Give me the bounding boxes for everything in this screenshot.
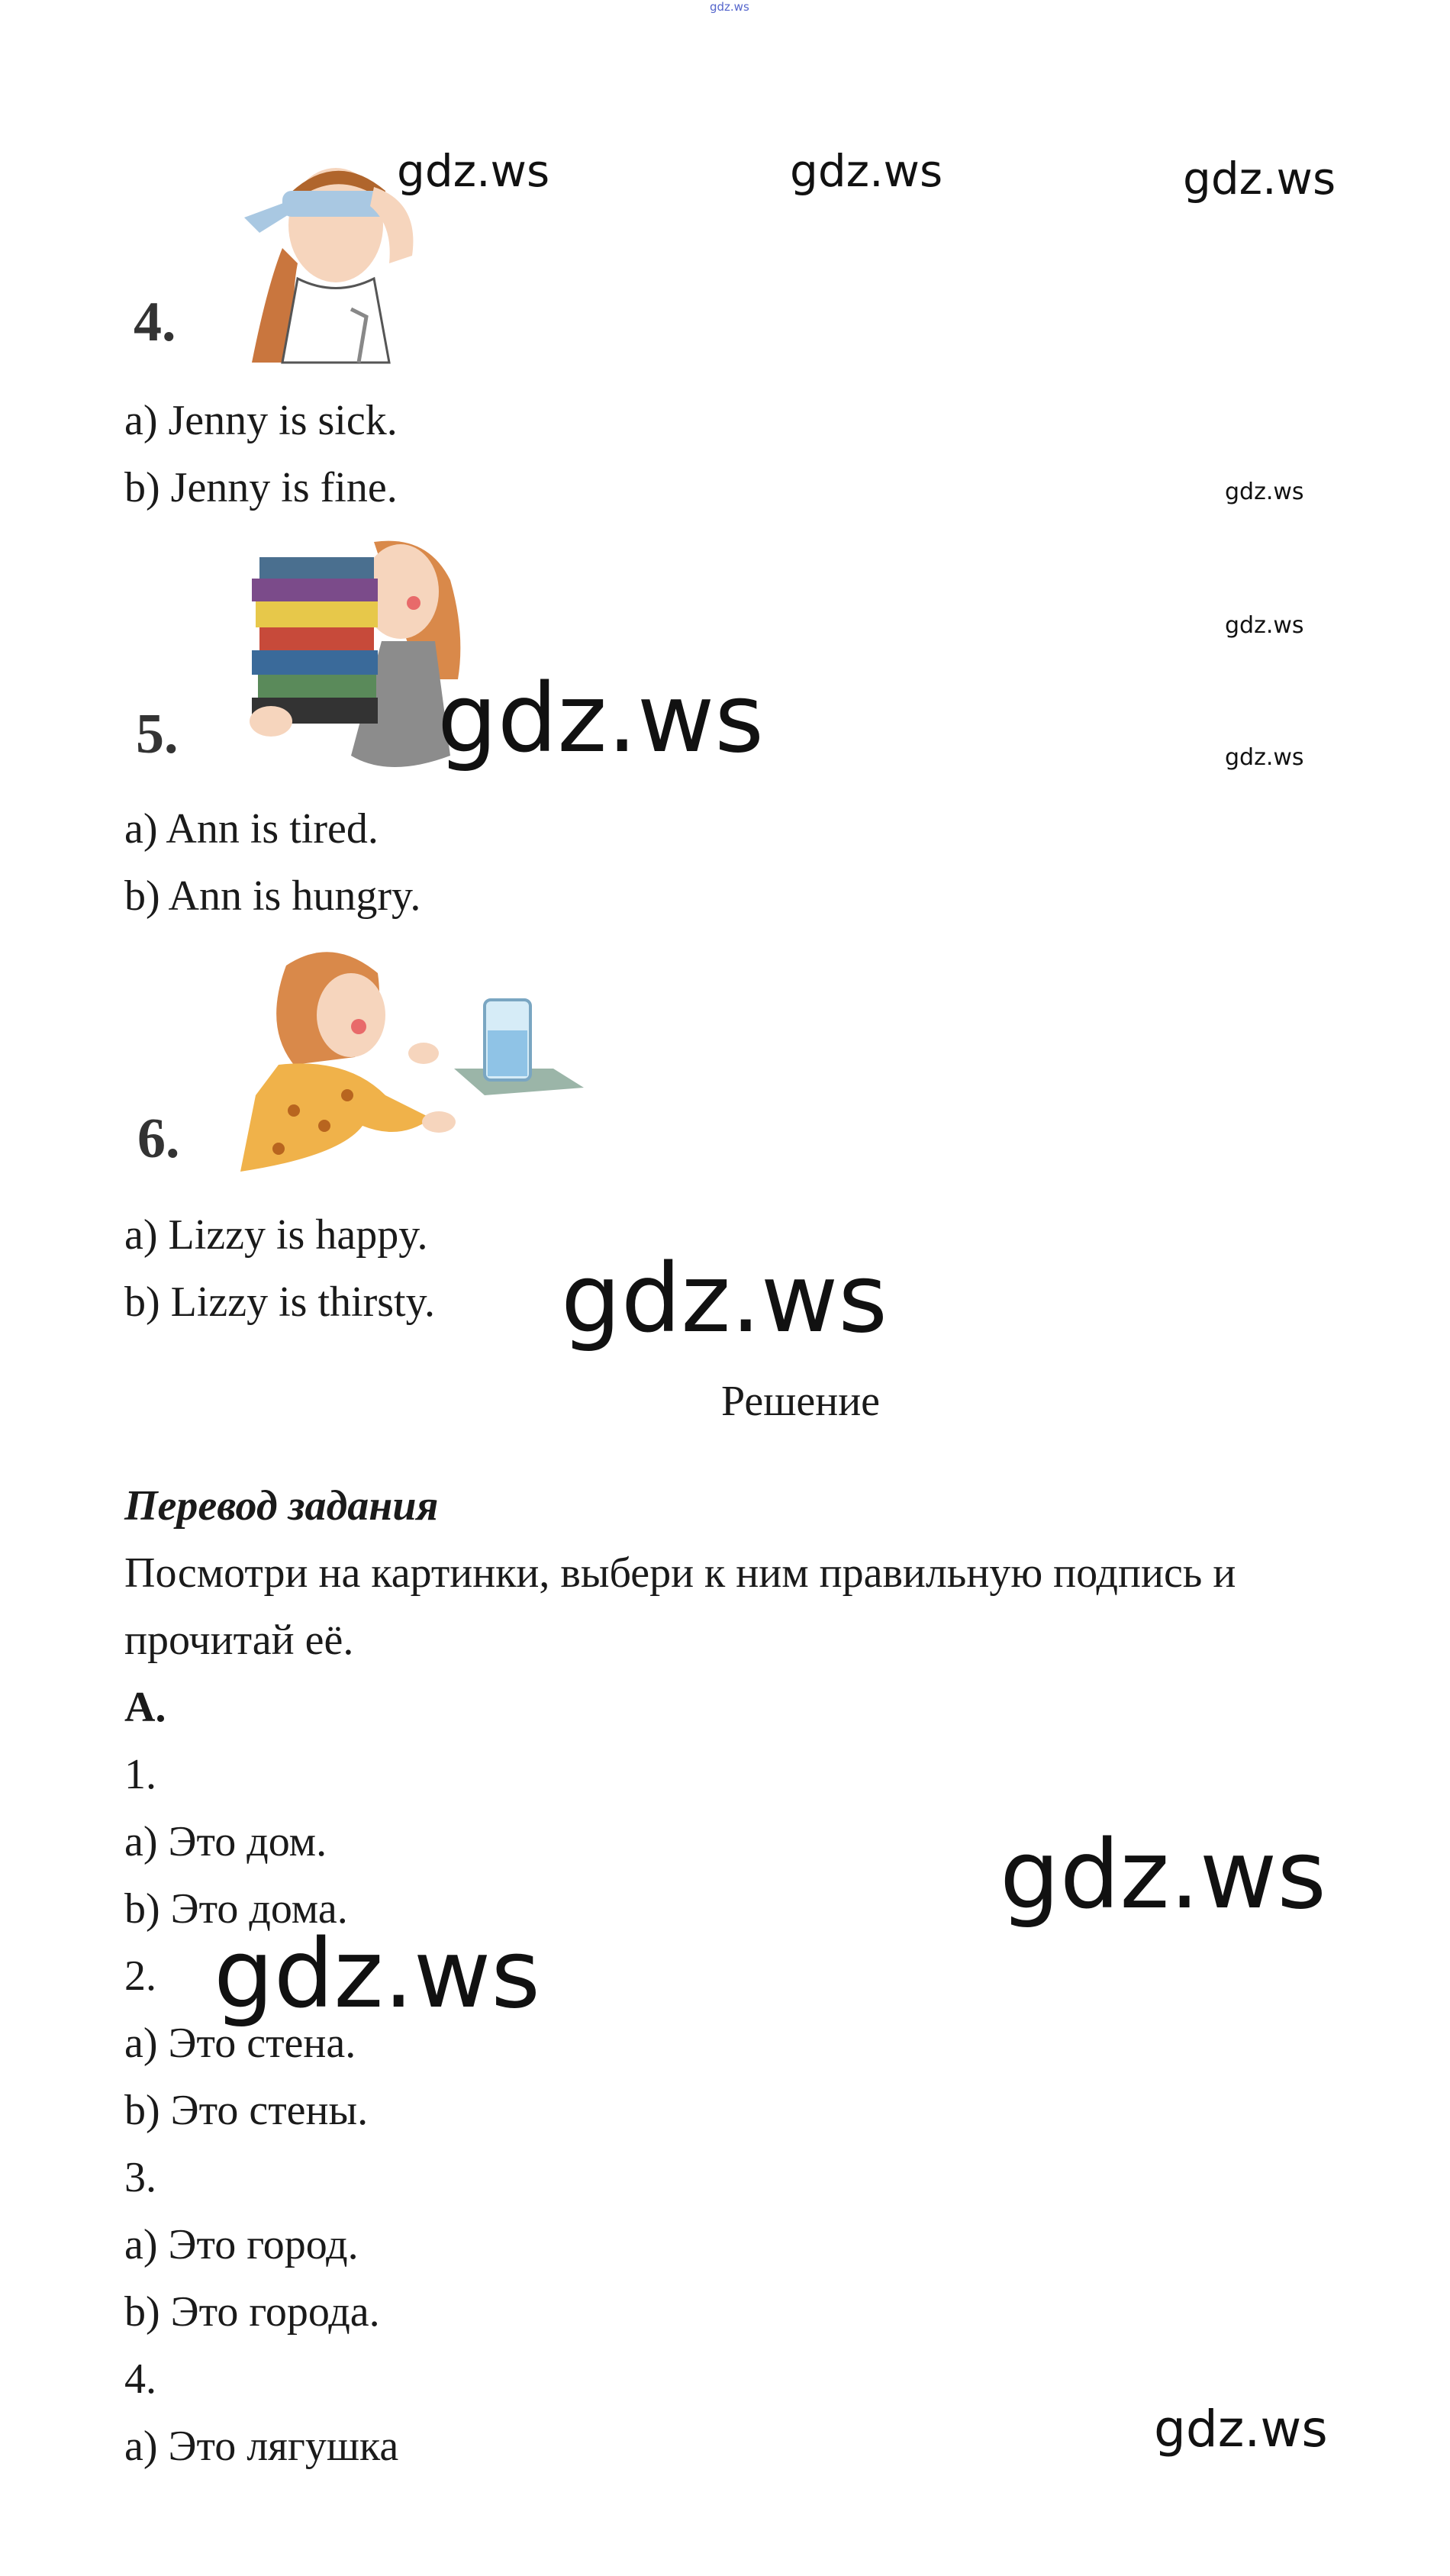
watermark: gdz.ws (1154, 2400, 1328, 2458)
instruction-line: прочитай её. (124, 1617, 354, 1664)
watermark: gdz.ws (437, 664, 764, 774)
solution-title: Решение (721, 1378, 881, 1425)
option-a: a) Jenny is sick. (124, 397, 398, 444)
illustration-girl-with-water (233, 943, 591, 1179)
option-a: a) Это дом. (124, 1818, 327, 1865)
watermark: gdz.ws (397, 145, 550, 197)
option-b: b) Jenny is fine. (124, 464, 398, 511)
group-number: 4. (124, 2355, 156, 2403)
watermark: gdz.ws (1225, 479, 1304, 505)
option-a: a) Это лягушка (124, 2423, 399, 2470)
group-number: 1. (124, 1751, 156, 1798)
section-label: A. (124, 1684, 166, 1731)
watermark: gdz.ws (1183, 153, 1336, 205)
option-a: a) Это стена. (124, 2020, 356, 2067)
option-b: b) Lizzy is thirsty. (124, 1278, 435, 1326)
item-number: 6. (137, 1107, 180, 1170)
option-a: a) Ann is tired. (124, 805, 379, 853)
option-b: b) Это стены. (124, 2087, 369, 2134)
option-a: a) Это город. (124, 2221, 359, 2268)
translation-heading: Перевод задания (124, 1482, 439, 1530)
watermark-top: gdz.ws (710, 0, 749, 14)
watermark: gdz.ws (1000, 1820, 1326, 1930)
option-b: b) Это дома. (124, 1885, 348, 1933)
option-b: b) Это города. (124, 2288, 380, 2336)
watermark: gdz.ws (790, 145, 943, 197)
watermark: gdz.ws (214, 1920, 540, 2030)
watermark: gdz.ws (1225, 612, 1304, 639)
watermark: gdz.ws (1225, 744, 1304, 771)
group-number: 3. (124, 2154, 156, 2201)
option-b: b) Ann is hungry. (124, 872, 421, 920)
watermark: gdz.ws (561, 1244, 888, 1354)
group-number: 2. (124, 1952, 156, 2000)
option-a: a) Lizzy is happy. (124, 1211, 428, 1259)
instruction-line: Посмотри на картинки, выбери к ним правильную подпись и (124, 1549, 1236, 1597)
item-number: 4. (134, 291, 176, 353)
item-number: 5. (136, 703, 179, 766)
